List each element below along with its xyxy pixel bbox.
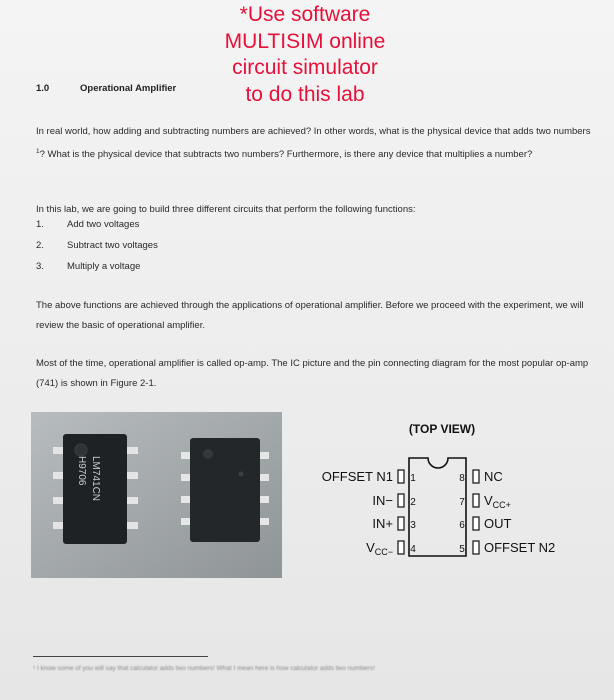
- list-number: 1.: [36, 219, 44, 230]
- pin-4-number: 4: [410, 544, 416, 555]
- list-number: 2.: [36, 240, 44, 251]
- pin-4-label: [366, 540, 393, 557]
- pin-4-label-main: V: [366, 540, 375, 555]
- list-item: [36, 261, 336, 281]
- pin-3-label: IN+: [372, 516, 393, 531]
- chip2-body: [190, 438, 260, 542]
- list-item: [36, 240, 336, 260]
- pin-1-number: 1: [410, 473, 416, 484]
- list-item: [36, 219, 336, 239]
- pin-2-number: 2: [410, 497, 416, 508]
- overlay-line: to do this lab: [245, 82, 365, 106]
- instruction-overlay: [190, 2, 420, 108]
- pin-8-label: NC: [484, 469, 503, 484]
- list-text: Add two voltages: [67, 219, 140, 230]
- section-title: Operational Amplifier: [80, 83, 177, 94]
- diagram-title: (TOP VIEW): [408, 422, 476, 436]
- intro-paragraph: [36, 122, 596, 164]
- ic-photo: [31, 412, 282, 578]
- pin-6-number: 6: [459, 520, 465, 531]
- pin-2-label: IN−: [372, 493, 393, 508]
- section-number: 1.0: [36, 83, 50, 94]
- chip1-marking-line2: H9706: [76, 456, 87, 486]
- pin-5-label: OFFSET N2: [484, 540, 556, 555]
- pin-5-number: 5: [459, 544, 465, 555]
- overlay-line: *Use software: [239, 3, 371, 26]
- pin-1-label: OFFSET N1: [321, 469, 393, 484]
- overlay-line: circuit simulator: [232, 56, 378, 79]
- pin-diagram: [292, 414, 592, 584]
- left-pin-boxes: [398, 470, 404, 554]
- intro-text: In real world, how adding and subtracting numbers are achieved? In other words, what is the physical device that adds two numbers: [36, 126, 591, 137]
- intro-rest-text: ? What is the physical device that subtracts two numbers? Furthermore, is there any device that multiplies a number?: [39, 148, 533, 160]
- overlay-line: MULTISIM online: [224, 29, 386, 53]
- pin-7-label-sub: CC+: [492, 500, 511, 510]
- pin-7-number: 7: [459, 497, 465, 508]
- pin-4-label-sub: CC−: [374, 547, 393, 557]
- pin-8-number: 8: [459, 473, 465, 484]
- lab-intro-paragraph: In this lab, we are going to build three different circuits that perform the following functions:: [36, 204, 416, 215]
- chip2-dot: [239, 472, 244, 477]
- opamp-paragraph: Most of the time, operational amplifier is called op-amp. The IC picture and the pin connecting diagram for the most popular op-amp (741) is shown in Figure 2-1.: [36, 358, 589, 389]
- pin-diagram-svg: [292, 414, 592, 584]
- footnote-ref: 1: [36, 147, 40, 155]
- chip1-marking-line1: LM741CN: [90, 456, 101, 502]
- chip1-notch: [75, 444, 87, 456]
- functions-paragraph: The above functions are achieved through the applications of operational amplifier. Before we proceed with the experiment, we will review the basic of operational amplifier.: [36, 300, 584, 331]
- chip2-notch: [203, 449, 213, 459]
- footnote: ¹ I know some of you will say that calculator adds two numbers! What I mean here is how calculator adds two numbers!: [33, 665, 375, 672]
- pin-6-label: OUT: [484, 516, 512, 531]
- ic-photo-image: [31, 412, 282, 578]
- list-text: Subtract two voltages: [67, 240, 158, 251]
- list-number: 3.: [36, 261, 44, 272]
- package-outline: [409, 458, 466, 556]
- footnote-divider: [33, 656, 208, 657]
- pin-7-label: [484, 493, 511, 510]
- list-text: Multiply a voltage: [67, 261, 141, 272]
- right-pin-boxes: [473, 470, 479, 554]
- pin-3-number: 3: [410, 520, 416, 531]
- pin-7-label-main: V: [484, 493, 493, 508]
